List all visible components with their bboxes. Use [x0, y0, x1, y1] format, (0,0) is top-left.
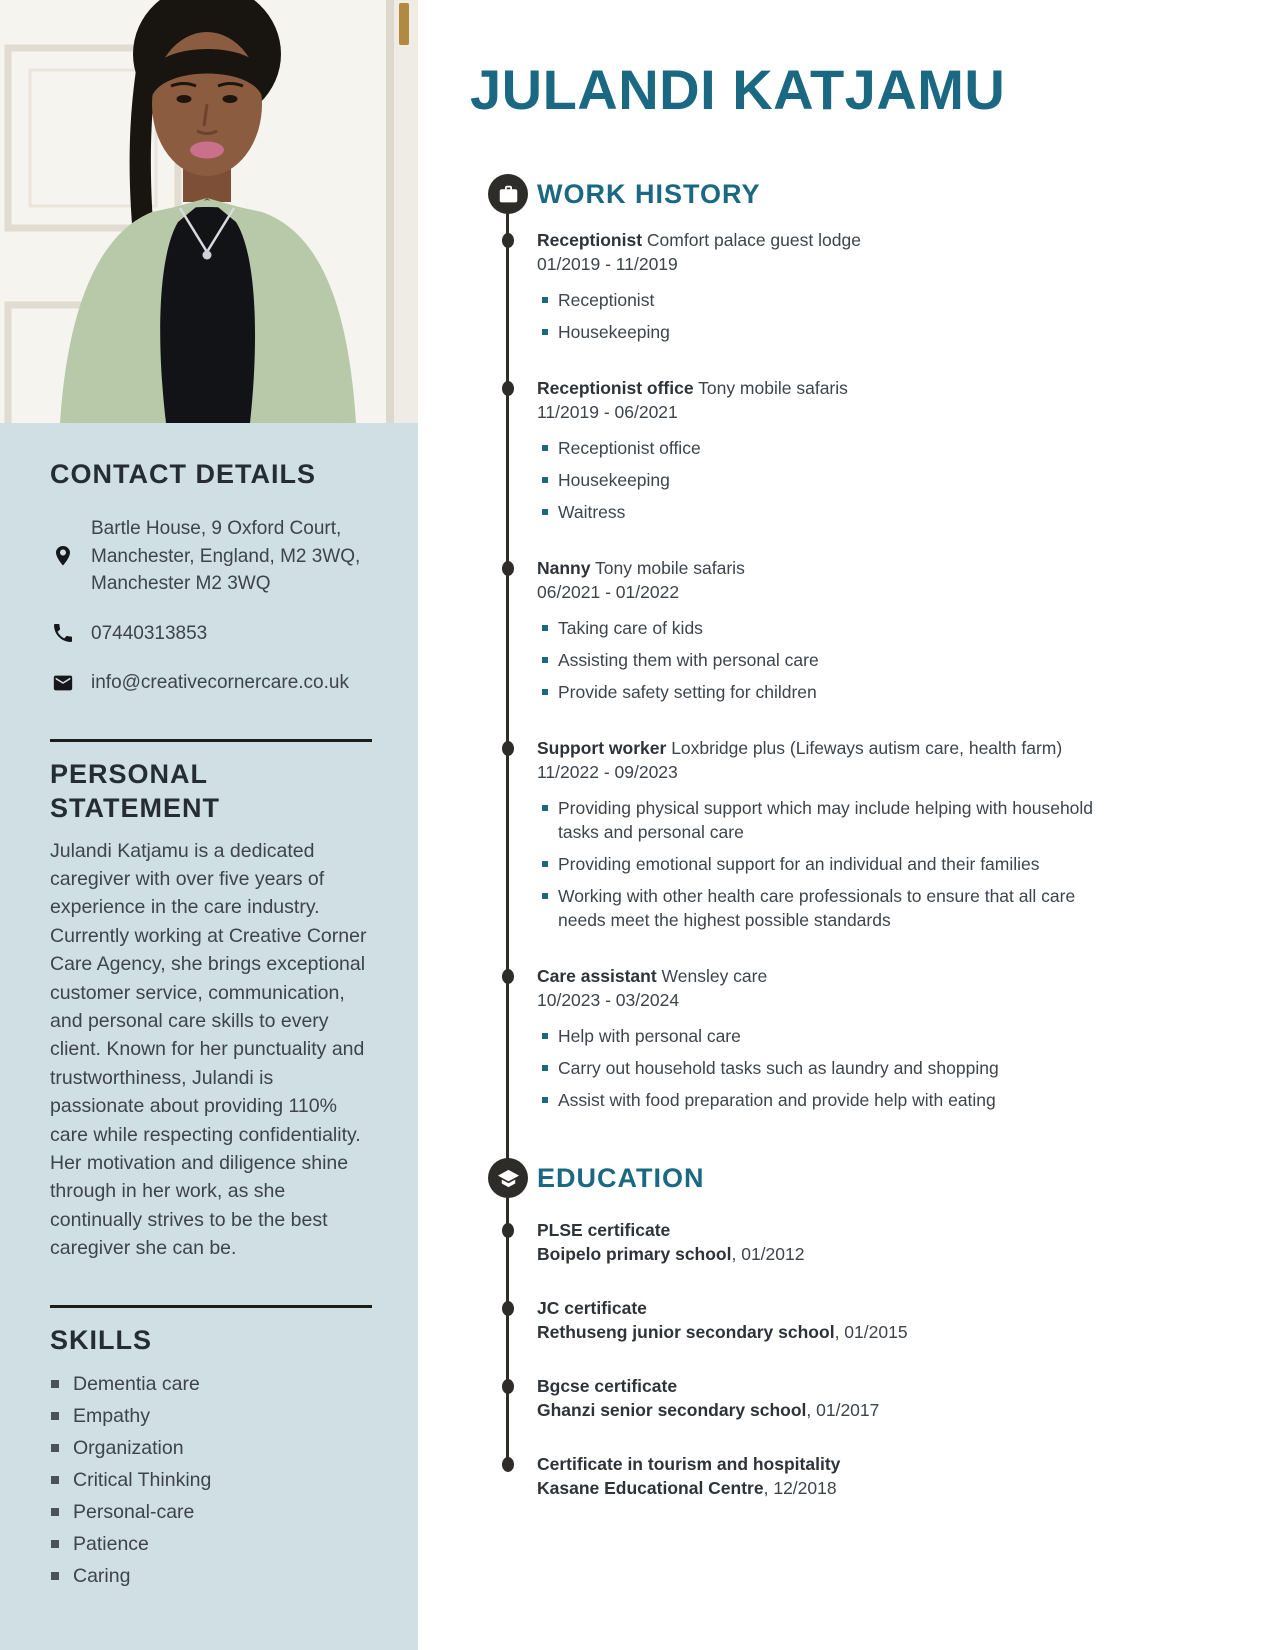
sidebar-content	[0, 457, 418, 1588]
personal-statement-text: Julandi Katjamu is a dedicated caregiver with over five years of experience in the care industry. Currently working at Creative Corner Care Agency, she brings exceptional customer service, communication, and personal care skills to every client. Known for her punctuality and trustworthiness, Julandi is passionate about providing 110% care while respecting confidentiality. Her motivation and diligence shine through in her work, as she continually strives to be the best caregiver she can be.	[50, 839, 367, 1260]
sidebar	[0, 0, 418, 1650]
education-entry	[537, 1374, 1235, 1422]
main-content	[418, 0, 1275, 1650]
education-date: 01/2015	[844, 1322, 908, 1342]
school-line	[537, 1398, 1235, 1422]
job-entry	[537, 376, 1235, 524]
job-duty: Housekeeping	[542, 320, 1127, 344]
job-company: Tony mobile safaris	[698, 378, 848, 398]
job-duties	[542, 1024, 1235, 1112]
job-company: Comfort palace guest lodge	[646, 230, 861, 250]
timeline-dot	[502, 561, 514, 576]
job-duty: Provide safety setting for children	[542, 680, 1127, 704]
job-duty: Providing physical support which may include helping with household tasks and personal care	[542, 796, 1127, 844]
school-name: Kasane Educational Centre	[537, 1478, 764, 1498]
skill-item: Caring	[50, 1564, 372, 1588]
job-duty: Receptionist	[542, 288, 1127, 312]
education-list	[537, 1218, 1235, 1500]
job-company: Wensley care	[661, 966, 768, 986]
briefcase-icon	[488, 174, 528, 214]
job-duties	[542, 796, 1235, 932]
school-line	[537, 1320, 1235, 1344]
school-line	[537, 1476, 1235, 1500]
job-duty: Receptionist office	[542, 436, 1127, 460]
job-title-line	[537, 964, 1235, 988]
job-duties	[542, 616, 1235, 704]
job-entry	[537, 228, 1235, 344]
job-dates: 01/2019 - 11/2019	[537, 254, 678, 274]
skill-item: Personal-care	[50, 1500, 372, 1524]
certificate-name: Certificate in tourism and hospitality	[537, 1454, 841, 1474]
phone-number: 07440313853	[91, 622, 208, 644]
job-entry	[537, 736, 1235, 932]
skills-heading: SKILLS	[50, 1324, 153, 1355]
job-duty: Waitress	[542, 500, 1127, 524]
contact-phone-row	[50, 620, 372, 648]
personal-statement-heading: PERSONAL STATEMENT	[50, 758, 220, 823]
location-pin-icon	[50, 542, 76, 570]
timeline	[537, 174, 1235, 1500]
job-company: Tony mobile safaris	[595, 558, 745, 578]
email-address: info@creativecornercare.co.uk	[91, 672, 349, 693]
school-line	[537, 1242, 1235, 1266]
job-duty: Housekeeping	[542, 468, 1127, 492]
education-entry	[537, 1452, 1235, 1500]
education-date: 01/2017	[816, 1400, 880, 1420]
job-duties	[542, 436, 1235, 524]
job-title: Nanny	[537, 558, 591, 578]
skill-item: Critical Thinking	[50, 1468, 372, 1492]
education-title: EDUCATION	[537, 1163, 705, 1193]
job-duty: Help with personal care	[542, 1024, 1127, 1048]
job-title: Receptionist	[537, 230, 643, 250]
timeline-dot	[502, 1457, 514, 1472]
school-name: Boipelo primary school	[537, 1244, 732, 1264]
work-history-header	[537, 174, 1235, 214]
portrait-photo	[0, 0, 418, 423]
job-title-line	[537, 736, 1235, 760]
page-title: JULANDI KATJAMU	[470, 58, 1006, 121]
jobs-list	[537, 228, 1235, 1112]
job-entry	[537, 964, 1235, 1112]
skill-item: Patience	[50, 1532, 372, 1556]
skill-item: Dementia care	[50, 1372, 372, 1396]
separator: ,	[731, 1244, 742, 1264]
school-name: Rethuseng junior secondary school	[537, 1322, 835, 1342]
email-icon	[50, 672, 76, 694]
skill-item: Empathy	[50, 1404, 372, 1428]
job-company: Loxbridge plus (Lifeways autism care, health farm)	[671, 738, 1063, 758]
sidebar-divider	[50, 739, 372, 742]
job-duty: Taking care of kids	[542, 616, 1127, 640]
address-line-2: Manchester, England, M2 3WQ,	[91, 545, 361, 567]
timeline-dot	[502, 741, 514, 756]
sidebar-divider	[50, 1305, 372, 1308]
education-entry	[537, 1296, 1235, 1344]
job-dates: 10/2023 - 03/2024	[537, 990, 680, 1010]
phone-icon	[50, 621, 76, 645]
school-name: Ghanzi senior secondary school	[537, 1400, 807, 1420]
work-history-title: WORK HISTORY	[537, 179, 761, 209]
address-text	[91, 515, 360, 598]
work-history-section	[537, 174, 1235, 1112]
job-title: Receptionist office	[537, 378, 694, 398]
graduation-cap-icon	[488, 1158, 528, 1198]
skills-list	[50, 1372, 372, 1588]
separator: ,	[763, 1478, 774, 1498]
job-duty: Assist with food preparation and provide help with eating	[542, 1088, 1127, 1112]
skill-item: Organization	[50, 1436, 372, 1460]
job-duty: Carry out household tasks such as laundry and shopping	[542, 1056, 1127, 1080]
timeline-dot	[502, 1379, 514, 1394]
contact-details-heading: CONTACT DETAILS	[50, 459, 316, 489]
job-duty: Working with other health care professionals to ensure that all care needs meet the highest possible standards	[542, 884, 1127, 932]
certificate-name: Bgcse certificate	[537, 1376, 678, 1396]
education-entry	[537, 1218, 1235, 1266]
job-title: Support worker	[537, 738, 667, 758]
timeline-dot	[502, 1223, 514, 1238]
certificate-name: JC certificate	[537, 1298, 647, 1318]
contact-email-row	[50, 669, 372, 697]
job-duty: Assisting them with personal care	[542, 648, 1127, 672]
separator: ,	[834, 1322, 845, 1342]
job-duties	[542, 288, 1235, 344]
job-dates: 06/2021 - 01/2022	[537, 582, 680, 602]
job-title-line	[537, 556, 1235, 580]
education-section	[537, 1158, 1235, 1500]
timeline-dot	[502, 1301, 514, 1316]
certificate-name: PLSE certificate	[537, 1220, 671, 1240]
address-line-1: Bartle House, 9 Oxford Court,	[91, 518, 342, 539]
education-date: 01/2012	[741, 1244, 805, 1264]
contact-address-row	[50, 515, 372, 598]
job-duty: Providing emotional support for an individual and their families	[542, 852, 1127, 876]
job-title-line	[537, 228, 1235, 252]
job-dates: 11/2019 - 06/2021	[537, 402, 678, 422]
job-entry	[537, 556, 1235, 704]
job-dates: 11/2022 - 09/2023	[537, 762, 678, 782]
timeline-dot	[502, 381, 514, 396]
education-date: 12/2018	[773, 1478, 837, 1498]
separator: ,	[806, 1400, 817, 1420]
education-header	[537, 1158, 1235, 1198]
job-title: Care assistant	[537, 966, 657, 986]
timeline-dot	[502, 233, 514, 248]
job-title-line	[537, 376, 1235, 400]
timeline-dot	[502, 969, 514, 984]
address-line-3: Manchester M2 3WQ	[91, 573, 271, 594]
